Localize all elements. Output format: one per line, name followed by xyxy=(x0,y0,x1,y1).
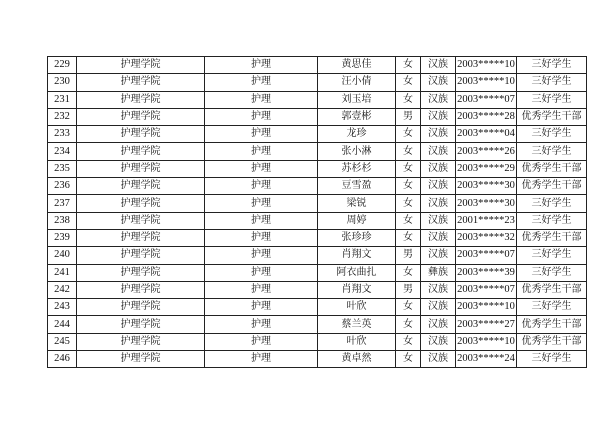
award-cell: 优秀学生干部 xyxy=(517,108,587,125)
ethnicity-cell: 汉族 xyxy=(421,108,456,125)
college-cell: 护理学院 xyxy=(77,299,205,316)
table-row xyxy=(48,351,587,368)
ethnicity-cell: 汉族 xyxy=(421,178,456,195)
gender-cell: 女 xyxy=(396,229,421,246)
college-cell: 护理学院 xyxy=(77,126,205,143)
major-cell: 护理 xyxy=(205,351,318,368)
row-number: 246 xyxy=(48,351,77,368)
gender-cell: 男 xyxy=(396,281,421,298)
student-id-cell: 2003*****28 xyxy=(456,108,517,125)
student-name-cell: 肖翔文 xyxy=(318,281,396,298)
student-name-cell: 苏杉杉 xyxy=(318,160,396,177)
major-cell: 护理 xyxy=(205,160,318,177)
row-number: 240 xyxy=(48,247,77,264)
table-row xyxy=(48,281,587,298)
student-id-cell: 2003*****10 xyxy=(456,57,517,74)
major-cell: 护理 xyxy=(205,229,318,246)
award-cell: 优秀学生干部 xyxy=(517,333,587,350)
major-cell: 护理 xyxy=(205,264,318,281)
student-name-cell: 叶欣 xyxy=(318,333,396,350)
college-cell: 护理学院 xyxy=(77,57,205,74)
award-cell: 优秀学生干部 xyxy=(517,229,587,246)
gender-cell: 男 xyxy=(396,108,421,125)
row-number: 243 xyxy=(48,299,77,316)
award-cell: 三好学生 xyxy=(517,351,587,368)
ethnicity-cell: 汉族 xyxy=(421,160,456,177)
major-cell: 护理 xyxy=(205,212,318,229)
row-number: 229 xyxy=(48,57,77,74)
student-name-cell: 豆雪盈 xyxy=(318,178,396,195)
ethnicity-cell: 汉族 xyxy=(421,74,456,91)
college-cell: 护理学院 xyxy=(77,316,205,333)
student-id-cell: 2003*****07 xyxy=(456,247,517,264)
college-cell: 护理学院 xyxy=(77,160,205,177)
major-cell: 护理 xyxy=(205,74,318,91)
row-number: 232 xyxy=(48,108,77,125)
award-cell: 三好学生 xyxy=(517,195,587,212)
ethnicity-cell: 汉族 xyxy=(421,212,456,229)
row-number: 233 xyxy=(48,126,77,143)
college-cell: 护理学院 xyxy=(77,281,205,298)
award-cell: 三好学生 xyxy=(517,264,587,281)
student-name-cell: 叶欣 xyxy=(318,299,396,316)
award-cell: 三好学生 xyxy=(517,126,587,143)
row-number: 239 xyxy=(48,229,77,246)
ethnicity-cell: 汉族 xyxy=(421,126,456,143)
award-cell: 优秀学生干部 xyxy=(517,281,587,298)
award-cell: 三好学生 xyxy=(517,212,587,229)
student-name-cell: 肖翔文 xyxy=(318,247,396,264)
row-number: 241 xyxy=(48,264,77,281)
row-number: 238 xyxy=(48,212,77,229)
student-name-cell: 梁锐 xyxy=(318,195,396,212)
table-row xyxy=(48,108,587,125)
student-id-cell: 2003*****32 xyxy=(456,229,517,246)
award-cell: 三好学生 xyxy=(517,299,587,316)
gender-cell: 女 xyxy=(396,126,421,143)
ethnicity-cell: 汉族 xyxy=(421,351,456,368)
major-cell: 护理 xyxy=(205,126,318,143)
college-cell: 护理学院 xyxy=(77,333,205,350)
gender-cell: 女 xyxy=(396,160,421,177)
gender-cell: 女 xyxy=(396,91,421,108)
table-row xyxy=(48,247,587,264)
gender-cell: 男 xyxy=(396,247,421,264)
student-award-table xyxy=(47,56,587,368)
table-row xyxy=(48,126,587,143)
ethnicity-cell: 彝族 xyxy=(421,264,456,281)
student-name-cell: 汪小倩 xyxy=(318,74,396,91)
row-number: 235 xyxy=(48,160,77,177)
major-cell: 护理 xyxy=(205,316,318,333)
student-name-cell: 刘玉培 xyxy=(318,91,396,108)
award-cell: 三好学生 xyxy=(517,74,587,91)
award-cell: 三好学生 xyxy=(517,91,587,108)
student-id-cell: 2003*****04 xyxy=(456,126,517,143)
major-cell: 护理 xyxy=(205,195,318,212)
college-cell: 护理学院 xyxy=(77,195,205,212)
college-cell: 护理学院 xyxy=(77,351,205,368)
student-name-cell: 周婷 xyxy=(318,212,396,229)
table-row xyxy=(48,160,587,177)
table-row xyxy=(48,333,587,350)
table-row xyxy=(48,212,587,229)
college-cell: 护理学院 xyxy=(77,229,205,246)
table-row xyxy=(48,195,587,212)
major-cell: 护理 xyxy=(205,57,318,74)
award-cell: 三好学生 xyxy=(517,57,587,74)
ethnicity-cell: 汉族 xyxy=(421,316,456,333)
row-number: 230 xyxy=(48,74,77,91)
gender-cell: 女 xyxy=(396,333,421,350)
student-id-cell: 2003*****10 xyxy=(456,333,517,350)
ethnicity-cell: 汉族 xyxy=(421,247,456,264)
award-cell: 三好学生 xyxy=(517,247,587,264)
ethnicity-cell: 汉族 xyxy=(421,195,456,212)
row-number: 237 xyxy=(48,195,77,212)
gender-cell: 女 xyxy=(396,316,421,333)
student-id-cell: 2003*****27 xyxy=(456,316,517,333)
college-cell: 护理学院 xyxy=(77,247,205,264)
student-name-cell: 蔡兰英 xyxy=(318,316,396,333)
row-number: 245 xyxy=(48,333,77,350)
college-cell: 护理学院 xyxy=(77,178,205,195)
major-cell: 护理 xyxy=(205,108,318,125)
table-row xyxy=(48,229,587,246)
college-cell: 护理学院 xyxy=(77,91,205,108)
student-id-cell: 2003*****10 xyxy=(456,74,517,91)
major-cell: 护理 xyxy=(205,178,318,195)
gender-cell: 女 xyxy=(396,178,421,195)
college-cell: 护理学院 xyxy=(77,108,205,125)
college-cell: 护理学院 xyxy=(77,264,205,281)
award-cell: 优秀学生干部 xyxy=(517,178,587,195)
table-row xyxy=(48,57,587,74)
table-row xyxy=(48,264,587,281)
gender-cell: 女 xyxy=(396,57,421,74)
table-row xyxy=(48,316,587,333)
table-row xyxy=(48,299,587,316)
major-cell: 护理 xyxy=(205,281,318,298)
table-row xyxy=(48,178,587,195)
student-id-cell: 2003*****07 xyxy=(456,281,517,298)
major-cell: 护理 xyxy=(205,247,318,264)
row-number: 244 xyxy=(48,316,77,333)
student-name-cell: 张小淋 xyxy=(318,143,396,160)
student-id-cell: 2003*****24 xyxy=(456,351,517,368)
row-number: 236 xyxy=(48,178,77,195)
ethnicity-cell: 汉族 xyxy=(421,57,456,74)
student-id-cell: 2003*****39 xyxy=(456,264,517,281)
ethnicity-cell: 汉族 xyxy=(421,91,456,108)
row-number: 231 xyxy=(48,91,77,108)
student-name-cell: 郭壹彬 xyxy=(318,108,396,125)
student-id-cell: 2003*****30 xyxy=(456,195,517,212)
gender-cell: 女 xyxy=(396,195,421,212)
student-id-cell: 2003*****07 xyxy=(456,91,517,108)
major-cell: 护理 xyxy=(205,91,318,108)
student-id-cell: 2003*****30 xyxy=(456,178,517,195)
gender-cell: 女 xyxy=(396,264,421,281)
major-cell: 护理 xyxy=(205,333,318,350)
gender-cell: 女 xyxy=(396,74,421,91)
student-id-cell: 2001*****23 xyxy=(456,212,517,229)
row-number: 242 xyxy=(48,281,77,298)
major-cell: 护理 xyxy=(205,299,318,316)
student-name-cell: 黄卓然 xyxy=(318,351,396,368)
gender-cell: 女 xyxy=(396,212,421,229)
award-cell: 三好学生 xyxy=(517,143,587,160)
student-name-cell: 张珍珍 xyxy=(318,229,396,246)
student-id-cell: 2003*****10 xyxy=(456,299,517,316)
row-number: 234 xyxy=(48,143,77,160)
student-id-cell: 2003*****29 xyxy=(456,160,517,177)
award-cell: 优秀学生干部 xyxy=(517,316,587,333)
student-name-cell: 龙珍 xyxy=(318,126,396,143)
gender-cell: 女 xyxy=(396,351,421,368)
ethnicity-cell: 汉族 xyxy=(421,281,456,298)
table-row xyxy=(48,74,587,91)
ethnicity-cell: 汉族 xyxy=(421,143,456,160)
ethnicity-cell: 汉族 xyxy=(421,229,456,246)
ethnicity-cell: 汉族 xyxy=(421,333,456,350)
table-row xyxy=(48,143,587,160)
ethnicity-cell: 汉族 xyxy=(421,299,456,316)
major-cell: 护理 xyxy=(205,143,318,160)
college-cell: 护理学院 xyxy=(77,74,205,91)
gender-cell: 女 xyxy=(396,143,421,160)
award-cell: 优秀学生干部 xyxy=(517,160,587,177)
college-cell: 护理学院 xyxy=(77,143,205,160)
college-cell: 护理学院 xyxy=(77,212,205,229)
student-name-cell: 黄思佳 xyxy=(318,57,396,74)
gender-cell: 女 xyxy=(396,299,421,316)
student-name-cell: 阿衣曲扎 xyxy=(318,264,396,281)
table-body xyxy=(48,57,587,368)
table-row xyxy=(48,91,587,108)
student-id-cell: 2003*****26 xyxy=(456,143,517,160)
